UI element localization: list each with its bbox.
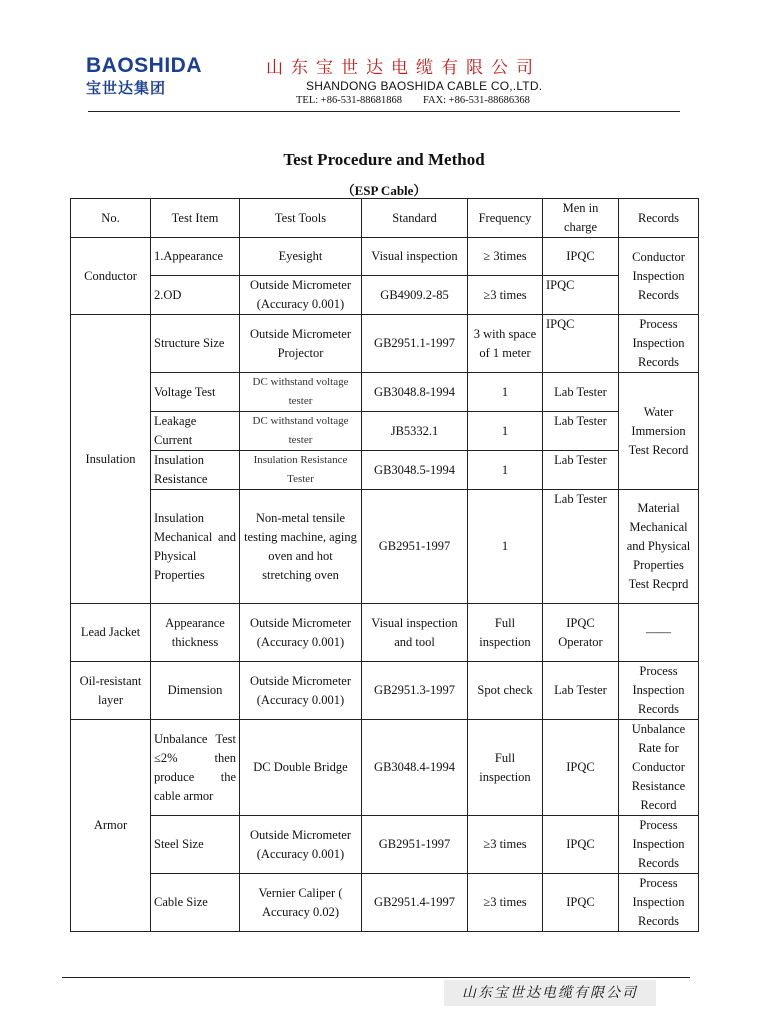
standard: GB4909.2-85 xyxy=(362,276,468,315)
standard: GB3048.5-1994 xyxy=(362,451,468,490)
test-procedure-table xyxy=(70,198,699,932)
men-in-charge: IPQC xyxy=(543,874,619,932)
document-subtitle: （ESP Cable） xyxy=(341,183,427,198)
table-header-row xyxy=(71,199,699,238)
men-in-charge: Lab Tester xyxy=(543,451,619,490)
records: Process Inspection Records xyxy=(619,874,699,932)
standard: Visual inspection and tool xyxy=(362,604,468,662)
men-in-charge: Lab Tester xyxy=(543,373,619,412)
group-label: Armor xyxy=(71,720,151,932)
men-in-charge: IPQC xyxy=(543,238,619,276)
table-row xyxy=(71,720,699,816)
test-tools: Outside Micrometer Projector xyxy=(240,315,362,373)
test-item: Appearance thickness xyxy=(151,604,240,662)
frequency: 3 with space of 1 meter xyxy=(468,315,543,373)
table-row xyxy=(71,816,699,874)
contact-info: TEL: +86-531-88681868 FAX: +86-531-88686368 xyxy=(296,95,530,106)
footer-divider xyxy=(62,977,690,978)
test-item: Steel Size xyxy=(151,816,240,874)
records: Unbalance Rate for Conductor Resistance Record xyxy=(619,720,699,816)
test-item: Cable Size xyxy=(151,874,240,932)
test-tools: DC withstand voltage tester xyxy=(240,412,362,451)
table-row xyxy=(71,604,699,662)
records: Process Inspection Records xyxy=(619,315,699,373)
company-name-chinese: 山东宝世达电缆有限公司 xyxy=(266,58,541,78)
standard: GB3048.4-1994 xyxy=(362,720,468,816)
table-row xyxy=(71,276,699,315)
table-row xyxy=(71,373,699,412)
frequency: ≥3 times xyxy=(468,816,543,874)
standard: GB2951.3-1997 xyxy=(362,662,468,720)
records: Process Inspection Records xyxy=(619,816,699,874)
table-row xyxy=(71,315,699,373)
company-logo: BAOSHIDA xyxy=(86,54,203,77)
test-item: Voltage Test xyxy=(151,373,240,412)
column-header: Records xyxy=(619,199,699,238)
men-in-charge: IPQC Operator xyxy=(543,604,619,662)
test-tools: Outside Micrometer (Accuracy 0.001) xyxy=(240,276,362,315)
men-in-charge: Lab Tester xyxy=(543,412,619,451)
men-in-charge: Lab Tester xyxy=(543,662,619,720)
test-tools: Vernier Caliper ( Accuracy 0.02) xyxy=(240,874,362,932)
test-tools: Outside Micrometer (Accuracy 0.001) xyxy=(240,604,362,662)
group-label: Insulation xyxy=(71,315,151,604)
test-tools: DC Double Bridge xyxy=(240,720,362,816)
column-header: Men in charge xyxy=(543,199,619,238)
company-logo-chinese: 宝世达集团 xyxy=(86,79,167,97)
frequency: ≥3 times xyxy=(468,874,543,932)
frequency: 1 xyxy=(468,490,543,604)
table-row xyxy=(71,238,699,276)
table-row xyxy=(71,662,699,720)
group-label: Oil-resistant layer xyxy=(71,662,151,720)
footer-company-name: 山东宝世达电缆有限公司 xyxy=(444,980,656,1006)
frequency: ≥3 times xyxy=(468,276,543,315)
column-header: Frequency xyxy=(468,199,543,238)
test-tools: Outside Micrometer (Accuracy 0.001) xyxy=(240,662,362,720)
header-divider xyxy=(88,111,680,112)
records: —— xyxy=(619,604,699,662)
men-in-charge: IPQC xyxy=(543,816,619,874)
test-tools: Outside Micrometer (Accuracy 0.001) xyxy=(240,816,362,874)
document-title: Test Procedure and Method xyxy=(283,150,485,169)
group-label: Lead Jacket xyxy=(71,604,151,662)
group-label: Conductor xyxy=(71,238,151,315)
frequency: Full inspection xyxy=(468,720,543,816)
standard: GB2951-1997 xyxy=(362,816,468,874)
men-in-charge: Lab Tester xyxy=(543,490,619,604)
column-header: No. xyxy=(71,199,151,238)
test-item: 2.OD xyxy=(151,276,240,315)
standard: GB3048.8-1994 xyxy=(362,373,468,412)
men-in-charge: IPQC xyxy=(543,720,619,816)
company-name-english: SHANDONG BAOSHIDA CABLE CO,.LTD. xyxy=(306,79,543,93)
records: Conductor Inspection Records xyxy=(619,238,699,315)
column-header: Test Tools xyxy=(240,199,362,238)
frequency: 1 xyxy=(468,373,543,412)
column-header: Standard xyxy=(362,199,468,238)
table-row xyxy=(71,874,699,932)
column-header: Test Item xyxy=(151,199,240,238)
records: Material Mechanical and Physical Properties Test Recprd xyxy=(619,490,699,604)
table-row xyxy=(71,451,699,490)
test-item: Structure Size xyxy=(151,315,240,373)
test-item: Insulation Resistance xyxy=(151,451,240,490)
test-tools: Insulation Resistance Tester xyxy=(240,451,362,490)
frequency: Full inspection xyxy=(468,604,543,662)
frequency: 1 xyxy=(468,412,543,451)
test-tools: Eyesight xyxy=(240,238,362,276)
test-item: Unbalance Test ≤2% then produce the cable armor xyxy=(151,720,240,816)
standard: JB5332.1 xyxy=(362,412,468,451)
test-item: 1.Appearance xyxy=(151,238,240,276)
test-item: Dimension xyxy=(151,662,240,720)
test-item: Insulation Mechanical and Physical Properties xyxy=(151,490,240,604)
frequency: 1 xyxy=(468,451,543,490)
standard: GB2951-1997 xyxy=(362,490,468,604)
records: Water Immersion Test Record xyxy=(619,373,699,490)
test-tools: DC withstand voltage tester xyxy=(240,373,362,412)
records: Process Inspection Records xyxy=(619,662,699,720)
table-row xyxy=(71,412,699,451)
test-item: Leakage Current xyxy=(151,412,240,451)
men-in-charge: IPQC xyxy=(543,276,619,315)
table-row xyxy=(71,490,699,604)
standard: GB2951.4-1997 xyxy=(362,874,468,932)
men-in-charge: IPQC xyxy=(543,315,619,373)
standard: Visual inspection xyxy=(362,238,468,276)
frequency: Spot check xyxy=(468,662,543,720)
test-tools: Non-metal tensile testing machine, aging oven and hot stretching oven xyxy=(240,490,362,604)
standard: GB2951.1-1997 xyxy=(362,315,468,373)
frequency: ≥ 3times xyxy=(468,238,543,276)
